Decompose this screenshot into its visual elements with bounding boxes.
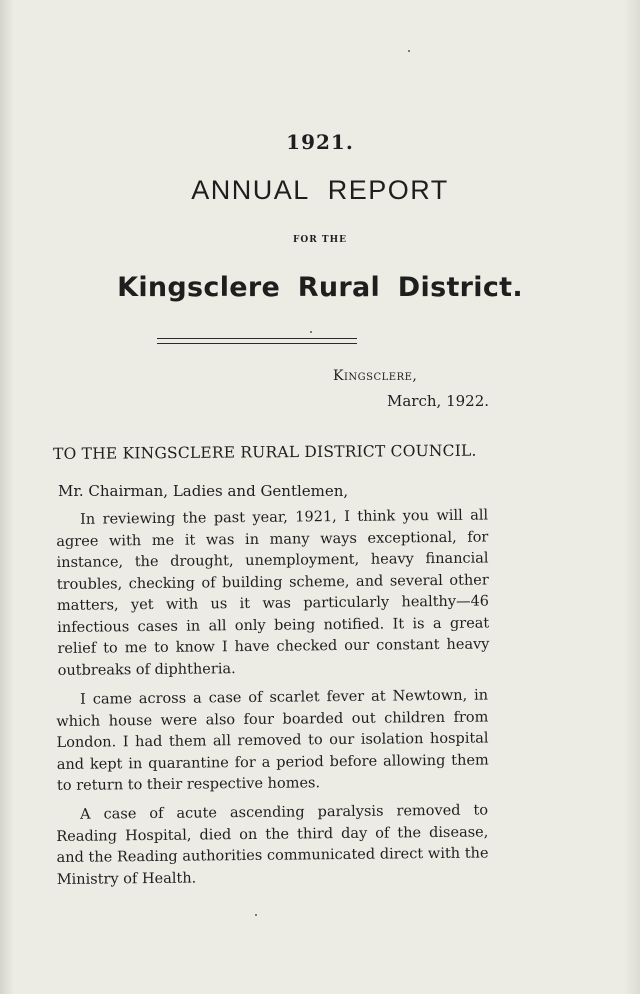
dateline-place: Kingsclere, bbox=[333, 368, 418, 384]
district-name: Kingsclere Rural District. bbox=[117, 272, 523, 303]
report-title: ANNUAL REPORT bbox=[191, 175, 449, 205]
double-rule-divider bbox=[157, 338, 357, 344]
report-year: 1921. bbox=[286, 130, 354, 154]
ink-speck bbox=[310, 331, 312, 333]
letter-paragraph: I came across a case of scarlet fever at Newtown, in which house were also four boarded out children from London. I had them all removed to our isolation hospital and kept in quarantine for a period before allowing them to return to their respective homes. bbox=[56, 687, 489, 794]
letter-paragraph: In reviewing the past year, 1921, I think you will all agree with me it was in many ways exceptional, for instance, the drought, unemployment, heavy financial troubles, checking of building scheme, and several other matters, yet with us it was particularly healthy—46 infectious cases in all only being notified. It is a great relief to me to know I have checked our constant heavy outbreaks of diphtheria. bbox=[56, 507, 490, 679]
dateline-date: March, 1922. bbox=[387, 392, 490, 410]
ink-speck bbox=[255, 914, 257, 916]
letter-salutation: Mr. Chairman, Ladies and Gentlemen, bbox=[58, 482, 349, 500]
letter-paragraph: A case of acute ascending paralysis removed to Reading Hospital, died on the third day of the disease, and the Reading authorities communicated direct with the Ministry of Health. bbox=[56, 802, 489, 888]
ink-speck bbox=[408, 50, 410, 52]
for-the-label: FOR THE bbox=[293, 235, 347, 245]
letter-addressee: TO THE KINGSCLERE RURAL DISTRICT COUNCIL. bbox=[53, 441, 477, 463]
